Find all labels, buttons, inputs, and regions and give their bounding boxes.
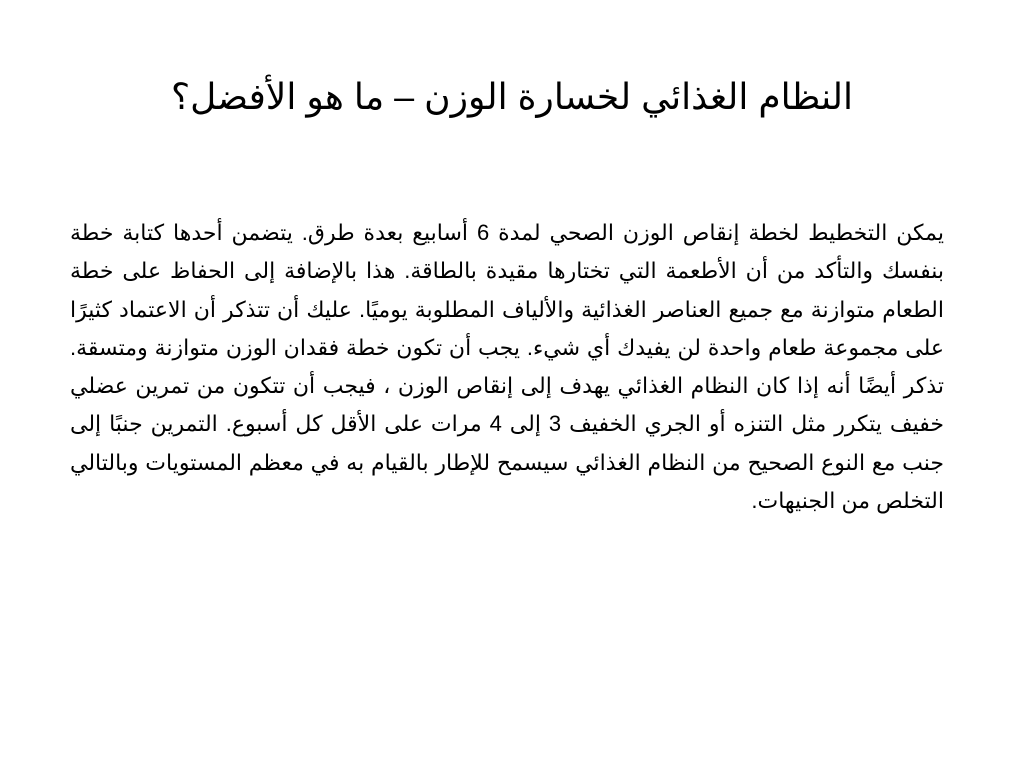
slide-body-text: يمكن التخطيط لخطة إنقاص الوزن الصحي لمدة 6 أسابيع بعدة طرق. يتضمن أحدها كتابة خطة بنفسك والتأكد من أن الأطعمة التي تختارها مقيدة بالطاقة. هذا بالإضافة إلى الحفاظ على خطة الطعام متوازنة مع جميع العناصر الغذائية والألياف المطلوبة يوميًا. عليك أن تتذكر أن الاعتماد كثيرًا على مجموعة طعام واحدة لن يفيدك أي شيء. يجب أن تكون خطة فقدان الوزن متوازنة ومتسقة. تذكر أيضًا أنه إذا كان النظام الغذائي يهدف إلى إنقاص الوزن ، فيجب أن تتكون من تمرين عضلي خفيف يتكرر مثل التنزه أو الجري الخفيف 3 إلى 4 مرات على الأقل كل أسبوع. التمرين جنبًا إلى جنب مع النوع الصحيح من النظام الغذائي سيسمح للإطار بالقيام به في معظم المستويات وبالتالي التخلص من الجنيهات. <box>70 220 944 514</box>
slide-title: النظام الغذائي لخسارة الوزن – ما هو الأفضل؟ <box>170 76 853 117</box>
